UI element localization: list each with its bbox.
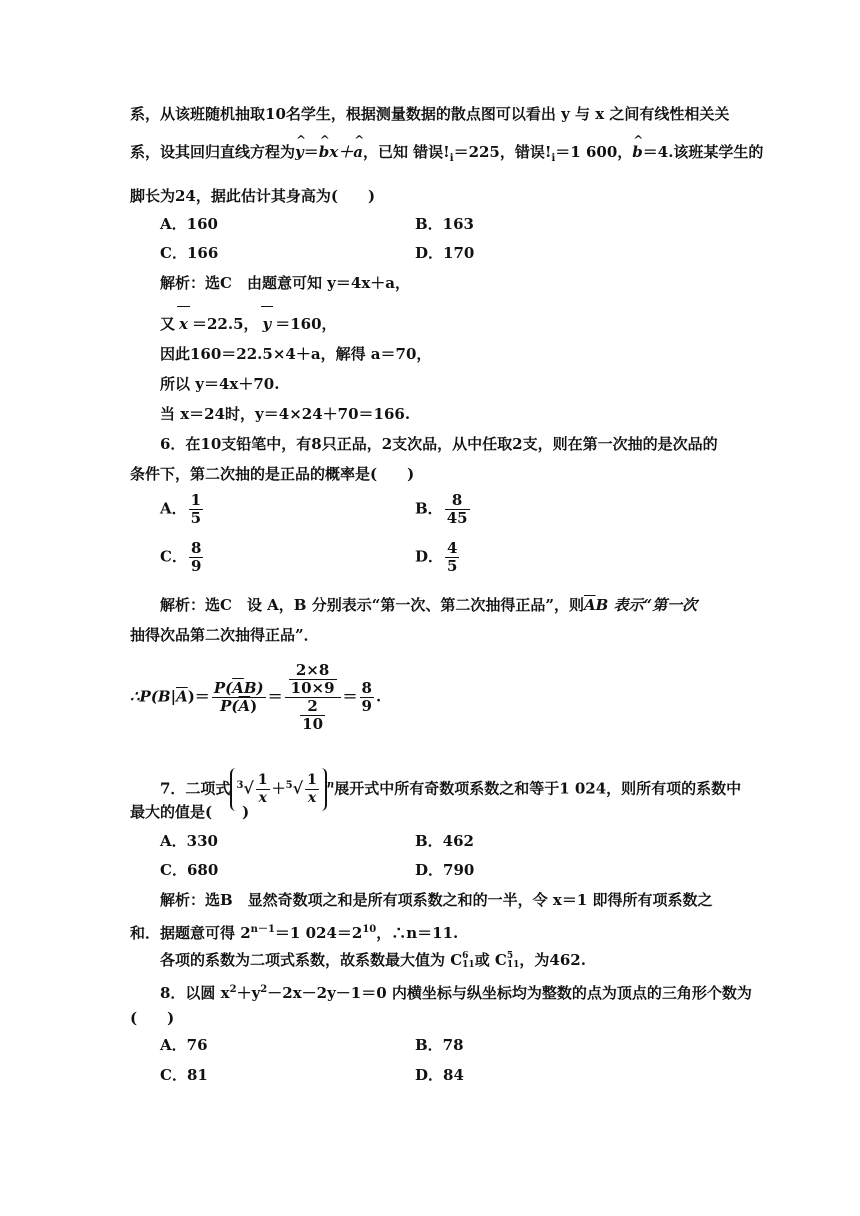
denominator: 10 [302, 715, 324, 733]
p8-line1-mid: ＋y [236, 984, 261, 1002]
a-complement: $\overline{A}$ [232, 679, 244, 697]
p6-option-a [160, 492, 205, 527]
inner-fraction-2 [300, 698, 325, 733]
p8-line1 [160, 980, 752, 1003]
p5-line3: 脚长为24，据此估计其身高为( ) [130, 187, 376, 205]
close-paren: )＝ [187, 687, 210, 706]
fraction [189, 492, 203, 527]
paren-close: ) [250, 697, 258, 715]
a-complement: $\overline{A}$ [583, 596, 596, 614]
p6-sol1-post: B 表示“第一次 [595, 596, 698, 614]
option-label: C． [160, 547, 187, 566]
radicand-fraction [256, 772, 270, 807]
p6-line2: 条件下，第二次抽的是正品的概率是( ) [130, 465, 415, 483]
p7-solution-2 [130, 920, 458, 943]
combination-2 [507, 952, 520, 970]
y-bar: y [259, 314, 276, 334]
exponent-n: n [326, 779, 335, 791]
numerator: 8 [190, 539, 202, 557]
p5-line2-pre: 系，设其回归直线方程为 [130, 143, 296, 161]
p5-solution-4: 所以 y＝4x＋70. [160, 375, 280, 393]
numerator: 2 [300, 698, 325, 716]
p5-option-d: D．170 [415, 244, 475, 262]
exponent: 2 [260, 984, 268, 995]
p7-solution-3 [160, 950, 586, 970]
p6-solution-3 [130, 662, 381, 733]
radicand-fraction [305, 772, 319, 807]
p5-line1: 系，从该班随机抽取10名学生，根据测量数据的散点图可以看出 y 与 x 之间有线性相关关 [130, 105, 730, 123]
result-fraction [360, 680, 374, 715]
p7-sol2-end: ，∴n＝11. [376, 924, 459, 942]
p6-solution-2: 抽得次品第二次抽得正品”． [130, 626, 319, 644]
compound-den [285, 698, 341, 733]
p7-solution-1: 解析：选B 显然奇数项之和是所有项系数之和的一半，令 x＝1 即得所有项系数之 [160, 891, 713, 909]
p8-line1-post: －2x－2y－1＝0 内横坐标与纵坐标均为整数的点为顶点的三角形个数为 [267, 984, 752, 1002]
denominator: 10×9 [290, 679, 335, 697]
b-hat: ^ b [319, 142, 330, 162]
p-open: P( [220, 697, 239, 715]
p8-line1-pre: 8．以圆 x [160, 984, 230, 1002]
p7-sol2-pre: 和．据题意可得 2 [130, 924, 251, 942]
p7-line1-post: 展开式中所有奇数项系数之和等于1 024，则所有项的系数中 [334, 779, 742, 798]
p7-sol3-end: ，为462. [519, 951, 586, 969]
p-open: P( [213, 679, 233, 697]
p7-sol3-pre: 各项的系数为二项式系数，故系数最大值为 C [160, 951, 463, 969]
p6-option-b [415, 492, 472, 527]
p5-solution-1: 解析：选C 由题意可知 y＝4x＋a， [160, 274, 410, 292]
fraction [445, 540, 459, 575]
plus: ＋ [271, 781, 286, 798]
compound-fraction [285, 662, 341, 733]
p6-solution-1 [160, 595, 697, 615]
p8-option-a: A．76 [160, 1036, 208, 1054]
numerator: 8 [445, 492, 470, 510]
p8-option-b: B．78 [415, 1036, 464, 1054]
option-label: B． [415, 499, 443, 518]
numerator: 2×8 [289, 662, 337, 680]
exponent: n－1 [250, 924, 275, 935]
exponent: 2 [229, 984, 237, 995]
sum-value: ＝1 600， [555, 143, 633, 161]
sub-i-1: i [449, 153, 454, 164]
denominator: 5 [447, 557, 458, 575]
error-ref-1: ，已知 错误! [362, 143, 450, 161]
p5-solution-2 [160, 314, 337, 334]
numerator: 8 [361, 679, 372, 697]
p5-sol2-pre: 又 [160, 315, 176, 333]
option-label: D． [415, 547, 444, 566]
p5-line2 [130, 142, 763, 169]
p7-option-c: C．680 [160, 861, 219, 879]
denominator: 9 [190, 557, 202, 575]
p7-sol3-mid: 或 C [474, 951, 507, 969]
sub-i-2: i [551, 153, 556, 164]
equals: ＝ [342, 687, 358, 706]
p6-option-c [160, 540, 205, 575]
big-numerator [212, 680, 266, 698]
compound-num [285, 662, 341, 698]
numerator: 1 [190, 491, 202, 509]
p8-option-c: C．81 [160, 1066, 208, 1084]
p7-line2: 最大的值是( ) [130, 803, 250, 821]
p5-solution-3: 因此160＝22.5×4＋a，解得 a＝70， [160, 345, 432, 363]
numerator: 1 [307, 772, 317, 788]
denominator: x [307, 790, 317, 806]
root-index-5: 5 [285, 779, 293, 791]
p7-sol2-mid: ＝1 024＝2 [274, 924, 363, 942]
inner-fraction-1 [289, 662, 337, 697]
denominator: x [258, 790, 267, 806]
period: . [375, 687, 382, 706]
big-denominator [212, 698, 266, 715]
radical-sign: √ [243, 778, 254, 798]
p5-option-c: C．166 [160, 244, 219, 262]
radical-sign: √ [292, 778, 304, 798]
p5-option-a: A．160 [160, 215, 218, 233]
p5-option-b: B．163 [415, 215, 474, 233]
upper-index: 6 [462, 951, 469, 961]
p8-line2: ( ) [130, 1009, 175, 1027]
fraction [189, 540, 203, 575]
p7-option-b: B．462 [415, 832, 474, 850]
p6-sol1-pre: 解析：选C 设 A，B 分别表示“第一次、第二次抽得正品”，则 [160, 596, 584, 614]
p5-solution-5: 当 x＝24时，y＝4×24＋70＝166. [160, 405, 411, 423]
y-hat: ^ y [295, 142, 304, 162]
exponent: 10 [362, 924, 377, 935]
root-index-3: 3 [236, 779, 244, 791]
option-label: A． [160, 499, 187, 518]
lower-index: 11 [506, 960, 520, 970]
p6-option-d [415, 540, 461, 575]
denominator: 5 [190, 509, 202, 527]
b-hat-2: ^ b [632, 142, 643, 162]
p6-line1: 6．在10支铅笔中，有8只正品，2支次品，从中任取2支，则在第一次抽的是次品的 [160, 435, 718, 453]
a-complement: $\overline{A}$ [238, 697, 251, 715]
numerator: 1 [257, 772, 268, 788]
fraction [445, 492, 470, 527]
y-bar-value: ＝160， [275, 315, 337, 333]
big-fraction [212, 680, 266, 715]
equals: ＝ [303, 143, 319, 161]
p7-line1-pre: 7．二项式 [160, 779, 231, 798]
b-close: B) [243, 679, 264, 697]
x-bar: x [175, 314, 192, 334]
cond-prob-lead: ∴P(B| [130, 687, 177, 706]
error-ref-2: ＝225，错误! [453, 143, 552, 161]
lower-index: 11 [462, 960, 475, 970]
denominator: 45 [446, 509, 468, 527]
a-hat: ^ a [353, 142, 363, 162]
combination-1 [462, 952, 475, 970]
equals: ＝ [267, 687, 283, 706]
upper-index: 5 [506, 951, 514, 961]
denominator: 9 [361, 697, 372, 715]
p8-option-d: D．84 [415, 1066, 464, 1084]
p7-option-d: D．790 [415, 861, 475, 879]
x-term: x＋ [329, 143, 354, 161]
p7-option-a: A．330 [160, 832, 218, 850]
a-complement: $\overline{A}$ [176, 687, 188, 706]
p5-line2-tail: ＝4.该班某学生的 [642, 143, 764, 161]
numerator: 4 [447, 539, 458, 557]
x-bar-value: ＝22.5， [191, 315, 259, 333]
